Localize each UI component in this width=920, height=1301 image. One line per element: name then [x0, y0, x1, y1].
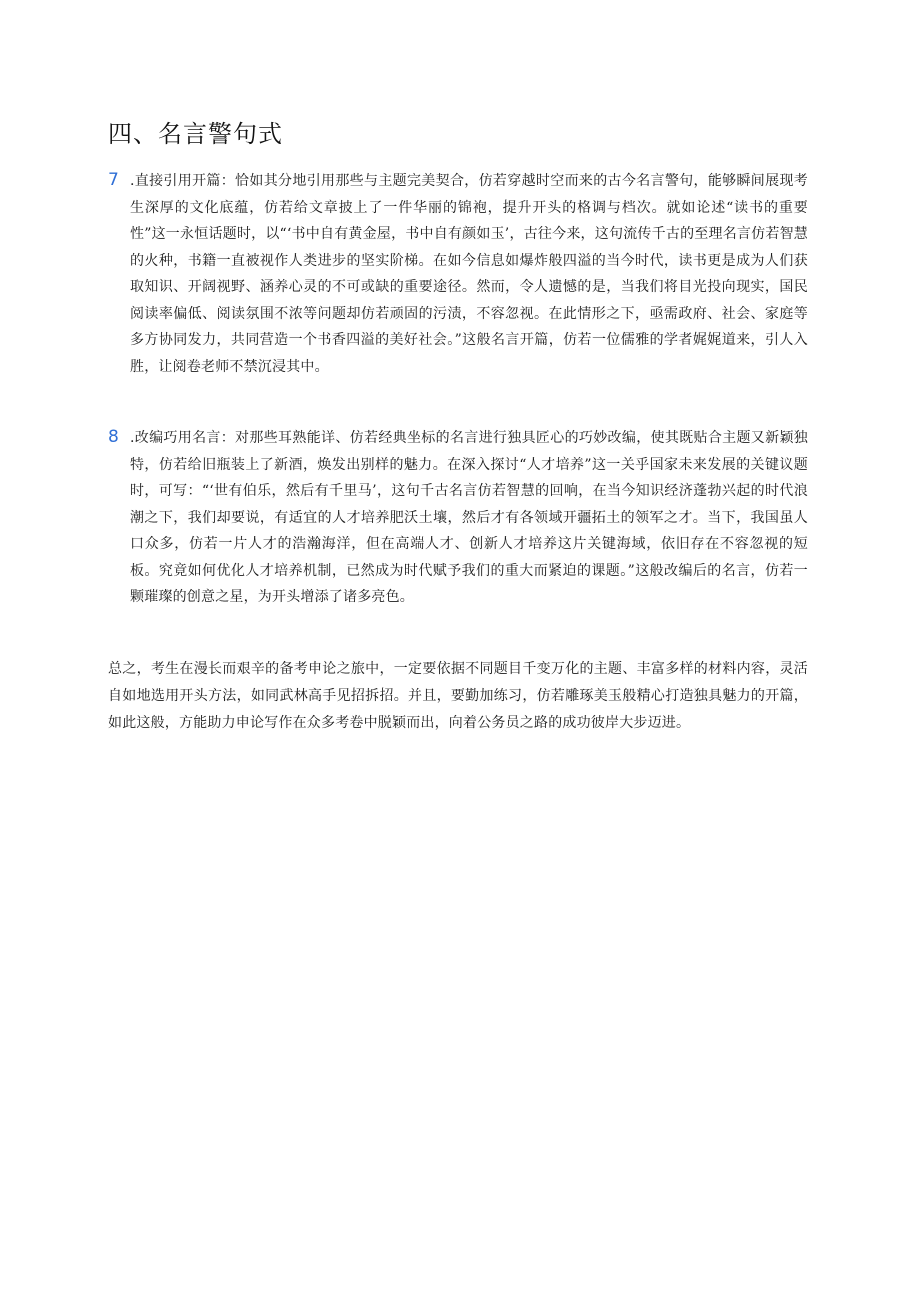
- list-item-text: .改编巧用名言：对那些耳熟能详、仿若经典坐标的名言进行独具匠心的巧妙改编，使其既贴合主题又新颖独特，仿若给旧瓶装上了新酒，焕发出别样的魅力。在深入探讨“人才培养”这一关乎国家未来发展的关键议题时，可写：“‘世有伯乐，然后有千里马’，这句千古名言仿若智慧的回响，在当今知识经济蓬勃兴起的时代浪潮之下，我们却要说，有适宜的人才培养肥沃土壤，然后才有各领域开疆拓土的领军之才。当下，我国虽人口众多，仿若一片人才的浩瀚海洋，但在高端人才、创新人才培养这片关键海域，依旧存在不容忽视的短板。究竟如何优化人才培养机制，已然成为时代赋予我们的重大而紧迫的课题。”这般改编后的名言，仿若一颗璀璨的创意之星，为开头增添了诸多亮色。: [130, 430, 808, 605]
- list-item-number: 7: [108, 170, 119, 190]
- list-item-text: .直接引用开篇：恰如其分地引用那些与主题完美契合，仿若穿越时空而来的古今名言警句，能够瞬间展现考生深厚的文化底蕴，仿若给文章披上了一件华丽的锦袍，提升开头的格调与档次。就如论述“读书的重要性”这一永恒话题时，以“‘书中自有黄金屋，书中自有颜如玉’，古往今来，这句流传千古的至理名言仿若智慧的火种，书籍一直被视作人类进步的坚实阶梯。在如今信息如爆炸般四溢的当今时代，读书更是成为人们获取知识、开阔视野、涵养心灵的不可或缺的重要途径。然而，令人遗憾的是，当我们将目光投向现实，国民阅读率偏低、阅读氛围不浓等问题却仿若顽固的污渍，不容忽视。在此情形之下，亟需政府、社会、家庭等多方协同发力，共同营造一个书香四溢的美好社会。”这般名言开篇，仿若一位儒雅的学者娓娓道来，引人入胜，让阅卷老师不禁沉浸其中。: [130, 173, 808, 375]
- list-item-7: [108, 168, 808, 380]
- list-item-number: 8: [108, 427, 119, 447]
- section-heading: 四、名言警句式: [108, 120, 283, 148]
- conclusion-paragraph: 总之，考生在漫长而艰辛的备考申论之旅中，一定要依据不同题目千变万化的主题、丰富多样的材料内容，灵活自如地选用开头方法，如同武林高手见招拆招。并且，要勤加练习，仿若雕琢美玉般精心打造独具魅力的开篇，如此这般，方能助力申论写作在众多考卷中脱颖而出，向着公务员之路的成功彼岸大步迈进。: [108, 661, 808, 731]
- list-item-8: [108, 425, 808, 611]
